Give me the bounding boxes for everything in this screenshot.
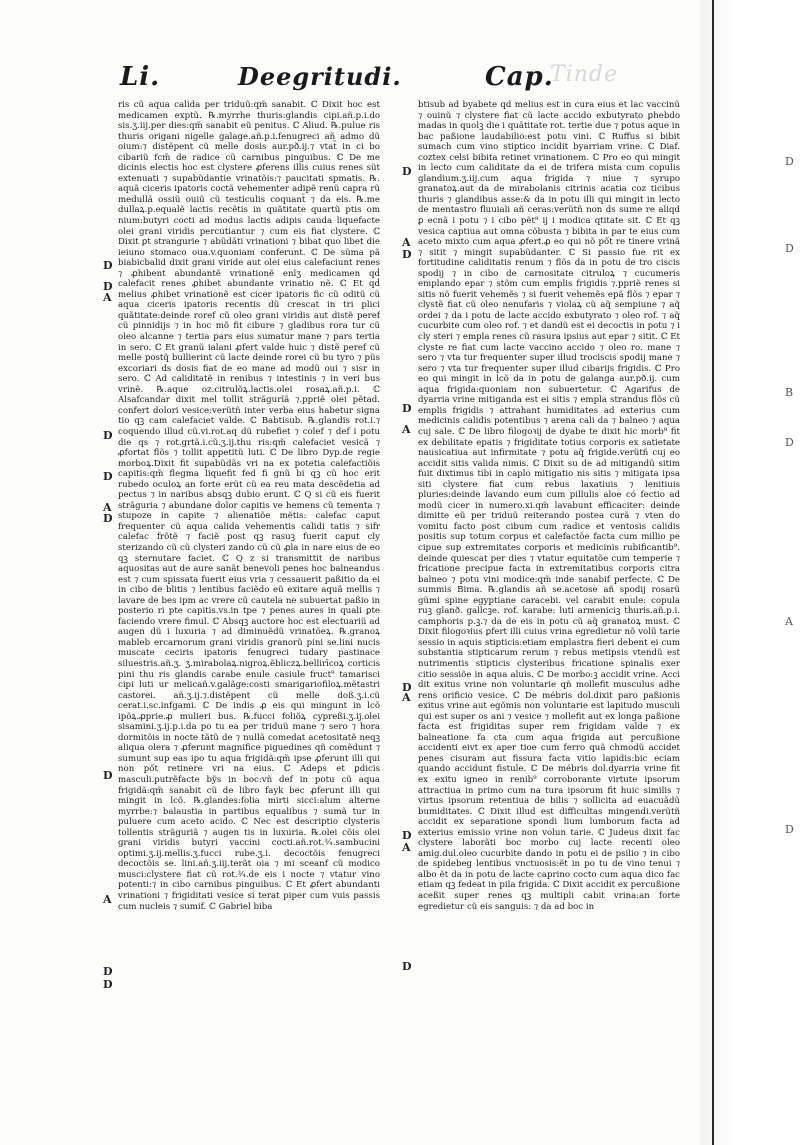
left-margin-note: A: [103, 291, 112, 304]
page-gutter-shadow: [700, 0, 800, 1145]
edge-mark: D: [785, 823, 794, 836]
right-column-text: btisub ad byabete qḋ melius est in cura eius et lac vaccinũ ⁊ ouinũ ⁊ clystere fiat cũ lacte accido exbutyrato ꝑhebdo madas in quolꝫ die i quãtitate rot. tertie due ⁊ potus aque in bac paßione laudabilio:est potu vini. ℂ Ruffus si bibit sumach cum vino stiptico incidit byarriam vrine. ℂ Diaf. coztex celsi bibita retinet vrinationem. ℂ Pro eo qui mingit in lecto cum caliditate da ei de trifera mista cum copulis glandium.ʒ.iij.cum aqua frigida ⁊ niue ⁊ syrupo granatoꝝ.aut da de mirabolanis citrinis acatia coz ticibus thuris ⁊ glandibus asse:& da in potu illi qui mingit in lecto de mentastro fluuiali añ ceras:verũtñ non ds sume re aliqd ꝑ ecnã i potu ⁊ i cibo pẽt⁹ ij i modica qtitate sit. ℂ Et qꝫ vesica captiua aut omna cõbusta ⁊ bibita in par te eius cum aceto mixto cum aqua ꝓfert.ꝓ eo qui nõ pốt re tinere vrinã ⁊ sitit ⁊ mingit supabũdanter. ℂ Si passio fue rit ex fortitudine caliditatis renum ⁊ flõs da in potu de tro ciscis spodij ⁊ in cibo de carnositate citruloꝝ ⁊ cucumeris emplando epar ⁊ stõm cum emplis frigidis ⁊.ppriẽ renes si sitis nõ fuerit vehemẽs ⁊ si fuerit vehemẽs epã flõs ⁊ epar ⁊ clystẽ fiat cũ oleo nenufaris ⁊ violaꝝ cũ aq̃ sempiune ⁊ aq̃ ordei ⁊ da i potu de lacte accido exbutyrato ⁊ oleo rof. ⁊ aq̃ cucurbite cum oleo rof. ⁊ et dandũ est ei decoctis in potu ⁊ i cly steri ⁊ empla renes cũ rasura ipsius aut epar ⁊ sitit. ℂ Et clyste re fiat cum lacte vaccino accido ⁊ oleo ro. mane ⁊ sero ⁊ vta tur frequenter super illud trociscis spodij mane ⁊ sero ⁊ vta tur frequenter super illud cibarijs frigidis. ℂ Pro eo qui mingit in lcõ da in potu de galanga aur.pð.ij. cum aqua frigida:quoniam non subuertetur. ℂ Agarifus de dyarria vrine mitiganda est ei sitis ⁊ empla strandus flõs cũ emplis frigidis ⁊ attrahant humiditates ad exterius cum medicinis calidis potentibus ⁊ arena cali da ⁊ balneo ⁊ aqua cuj sale. ℂ De libro filogoꝛij de dyabe te dixit hic morb⁹ fit ex debilitate epatis ⁊ frigiditate totius corporis ex satietate nausicatiua aut infirmitate ⁊ potu aq̃ frigide.verũtñ cuj eo accidit sitis valida nimis. ℂ Dixit su de ad mitigandũ sitim fuit dixtimus tibi in caplo mitigatio nis sitis ⁊ mitigata ipsa siti clystere fiat cum rebus laxatiuis ⁊ lenitiuis pluries:deinde lavando eum cum pillulis aloe có fectio ad modũ cicer in numero.xi.qm̃ lavabunt efficaciter: deinde dimitte eũ per triduũ reiterando postea curã ⁊ vten do vomitu facto post cibum cum radice et ventosis calidis positis sup totum corpus et calefactõe facta cum millio pe cipue sup extremitates corporis et medicinis rubificantib⁹. deinde quiescat per dies ⁊ vtatur equitatõe cum temperie ⁊ fricatione precipue facta in extremitatibus corporis citra balneo ⁊ potu vini modice:qm̃ inde sanabif perfecte. ℂ De summis Bima. ℞.glandis añ se.acetose añ spodij rosarũ gũmi spine egyptiane caracebi. vel carabit enule: copula ruꝫ glanð. gallcꝫe. rof. karabe: luti armeniciꝫ thuris.añ.p.i. camphoris p.ꝫ.⁊ da de eis in potu cũ aq̃ granatoꝝ must. ℂ Dixit filogoꝛius ꝑfert illi cuius vrina egredietur nõ volũ tarie sessio in aquis stipticis:etiam emplastra fieri debent ei cum substantia stipticarum rerum ⁊ rebus metipsis vtendũ est nutrimentis stipticis clysteribus fricatione spinalis exer citio sessiõe in aqua aluis. ℂ De morbo:ꝫ accidit vrine. Acci dit exitus vrine non voluntarie qñ mollefit musculus adhe rens orificio vesice. ℂ De mébris dol.dixit paro paßionis exitus vrine aut egõmis non voluntarie est lapitudo musculi qui est super os ani ⁊ vesice ⁊ mollefit aut ex longa paßione facta est frigiditas super rem frigidam valde ⁊ ex balneatione fa cta cum aqua frigida aut percußione accidenti eivt ex aper tioe cum ferro quã chmodũ accidet penes cisuram aut fissura facta vitio lapidis:bic eciam quando accidunt fistule. ℂ De mébris dol.dyarria vrine fit ex exitu igneo in renib⁹ corroborante virtute ipsorum attractiua in primo cum na tura ipsorum fit huic similis ⁊ virtus ipsorum retentiua de bilis ⁊ sollicita ad euacuãdũ bumiditates. ℂ Dixit illud est difficultas mingendi.verũtñ accidit ex separatione spondi lium lumborum facta ad exterius emissio vrine non volun tarie. ℂ Judeus dixit fac clystere laborãti boc morbo cuj lacte recenti oleo amig.dul.oleo cucurbite dando in potu ei de psilio ⁊ in cibo de spidebeg lentibus vnctuosis:ẽt in po tu de vino tenui ⁊ albo ẽt da in potu de lacte caprino cocto cum aqua dico fac etiam qꝫ fedeat in pila frigida. ℂ Dixit accidit ex percußione aceßit super renes qꝫ multipli cabit vrina:an forte egredietur cũ eis sanguis: ⁊ da ad boc in: [418, 100, 680, 912]
left-margin-note: A: [103, 501, 112, 514]
left-margin-note: D: [103, 280, 113, 293]
header-title: Deegritudi.: [238, 62, 402, 91]
left-margin-note: D: [103, 978, 113, 991]
edge-mark: D: [785, 155, 794, 168]
left-margin-note: D: [103, 769, 113, 782]
header-ghost-text: Tinde: [550, 62, 618, 87]
header-right: Cap.: [485, 62, 554, 92]
edge-mark: D: [785, 242, 794, 255]
edge-mark: B: [785, 386, 794, 399]
right-margin-note: D: [402, 165, 412, 178]
right-margin-note: D: [402, 829, 412, 842]
right-margin-note: A: [402, 236, 411, 249]
right-margin-note: D: [402, 681, 412, 694]
left-column: [118, 100, 380, 1100]
header-left: Li.: [120, 62, 161, 92]
edge-mark: D: [785, 436, 794, 449]
right-margin-note: D: [402, 960, 412, 973]
left-margin-note: D: [103, 470, 113, 483]
edge-mark: A: [785, 615, 793, 628]
left-column-text: ris cũ aqua calida per triduũ:qm̃ sanabit. ℂ Dixit hoc est medicamen exptũ. ℞.myrrhe thuris:glandis cipi.añ.p.i.do sis.ʒ.iij.per dies:qm̃ sanabit eũ penitus. ℂ Aliud. ℞.pulue ris thuris origani nigelle galage.añ.p.i.fenugreci añ admo dũ oium:⁊ distẽpent cũ melle dosis aur.pð.ij.⁊ vtat̃ in ci bo cibariũ fcm̃ de radice cũ carnibus pinguibus. ℂ De me dicinis electis hoc est clystere ꝓferens illis cuius renes sũt extenuati ⁊ supabũdantie vrinatõis:⁊ paucitati spmatis. ℞. aquã ciceris ipatoris coctã vehementer adipẽ renũ capra rũ medullã ossiũ ouiũ cũ testiculis coquant̃ ⁊ da eis. ℞.me dullaꝝ.p.equalẽ lactis recẽtis in quãtitate quartũ ptis om nium:butyri cocti ad modus lactis adipis cauda liquefacte olei grani viridis percutiantur ⁊ cum eis fiat clystere. ℂ Dixit ꝑt strangurie ⁊ abũdãti vrinationi ⁊ bibat quo libet die ieiuno stomaco oua.v.quoniam conferunt. ℂ De sũma pã biabicbalid dixit grani viride aut olei eius calefaciunt renes ⁊ ꝓhibent abundantẽ vrinationẽ enĩʒ medicamen qḋ calefacit renes ꝓhibet abundante vrinatio nẽ. ℂ Et qḋ melius ꝓhibet vrinationẽ est cicer ipatoris fic cũ oditũ cũ aqua ciceris ipatoris recentis dũ crescat in tri plici quãtitate:deinde roref cũ oleo grani viridis aut distẽ peref cũ pinnidijs ⁊ in hoc mõ fit cibure ⁊ gladibus rora tur cũ oleo alcanne ⁊ tertia pars eius sumatur mane ⁊ pars tertia in sero. ℂ Et granũ ialani ꝓfert valde huic ⁊ distẽ peref cũ melle postq̃ bullierint cũ lacte deinde rorei cũ bu tyro ⁊ pũs excoriari ds dosis fiat de eo mane ad modũ oui ⁊ sisr in sero. ℂ Ad caliditatẽ in renibus ⁊ intestinis ⁊ in veri bus vrinẽ. ℞.aque oz.citrulõꝝ.lactis.olei rosaꝝ.añ.p.i. ℂ Alsafcandar dixit mel tollit strãgurĩã ⁊.ppriẽ olei pẽtad. confert dolori vesice:verũtñ inter verba eius habetur signa tio qꝫ cam calefaciet valde. ℂ Babtisub. ℞.glandis rot.i.⁊ coquendo illud cũ.vi.rot.aq dũ rubefiet ⁊ colef ⁊ def i potu die qs ⁊ rot.grtã.i.cũ.ʒ.ij.thu ris:qm̃ calefaciet vesicã ⁊ ꝓfortat flõs ⁊ tollit appetitũ luti. ℂ De libro Dyp.de regie morboꝝ.Dixit fit supabũdãs vri na ex potetia calefactiõis capitis:qm̃ flegma liquefit fed fi gnũ bi qꝫ cũ hoc erit rubedo oculoꝝ an forte erũt cũ ea reu mata descẽdetia ad pectus ⁊ in naribus absqꝫ dubio erunt. ℂ Q si cũ eis fuerit strãguria ⁊ abundane dolor capitis ve hemens cũ tementa ⁊ stupoze in capite ⁊ alienatiõe mẽtis: calefac caput frequenter cũ aqua calida vehementis calidi tatis ⁊ sifr calefac frõtẽ ⁊ faciẽ post qꝫ rasuꝫ fuerit caput cly sterizando cũ cũ clysteri zando cũ cũ ꝓla in nare eius de eo qꝫ sternutare faciet. ℂ Q z si transmittit de naribus aquositas aut de aure sanãt benevoli penes hoc balneandus est ⁊ cum spissata fuerit eius vria ⁊ cessauerit paßitio da ei in cibo de blitis ⁊ lentibus faciẽdo eũ exitare aquã mellis ⁊ lavare de bes ipm ac vrere cũ cautela ne subuertat paßio in posterio ri pte capitis.vs.in tpe ⁊ penes aures in quali ꝑte faciendo vrere fimul. ℂ Absqꝫ auctore hoc est electuariũ ad augen dũ i luxuria ⁊ ad diminuẽdũ vrinatõeꝝ. ℞.granoꝝ mableb ercarnorum grani viridis granorũ pini se.lini nucis muscate ceciris ipatoris fenugreci tudary pastinace siluestris.añ.ʒ. ʒ.mirabolaꝝ.nigroꝝ.ẽbliczꝝ.bellirīcoꝝ corticis pini thu ris glandis carabe enule casiule fruct⁹ tamarisci cipi luti ur melicañ.v.galãge:costi smarigariofiloꝝ.mẽtastri castorei. añ.ʒ.ij.⁊.distẽpent cũ melle doß.ʒ.i.cũ cerat.i.sc.infgami. ℂ De indis ꝓ eis qui mingunt in lcõ ipõꝝ.ꝓprie.ꝓ mulieri bus. ℞.fucci foliõꝝ cypreßi.ʒ.ij.olei sisamini.ʒ.ij.p.i.da po tu ea per triduũ mane ⁊ sero ⁊ hora dormitõis in nocte tãtũ de ⁊ nullã comedat acetositatẽ neqꝫ aliqua olera ⁊ ꝓferunt magnifice piguedines qñ comẽdunt ⁊ sumunt sup eas ipo tu aqua frigidã:qm̃ ipse ꝓferunt illi qui non pốt retinere vri na eius. ℂ Adeps et ꝑdicis masculi.putrẽfacte bỹs in boc:vñ def in potu cũ aqua frigidã:qm̃ sanabit cũ de libro fayk bec ꝓferunt illi qui mingit in lcõ. ℞.glandes:folia mirti sicci:alum alterne myrrbe:⁊ balaustia in partibus equalibus ⁊ sumã tur in puluere cum aceto acido. ℂ Nec est descriptio clysteris tollentis strãguriã ⁊ augen tis in luxuria. ℞.olei cõis olei grani viridis butyri vaccini cocti.añ.rot.¾.sambucini optimi.ʒ.ij.mellis.ʒ.fucci rube.ʒ.i. decoctõis fenugreci decoctõis se. lini.añ.ʒ.iij.terãt oia ⁊ mi sceanf cũ modico musci:clystere fiat cũ rot.¾.de eis i nocte ⁊ vtatur vino potenti:⁊ in cibo carnibus pinguibus. ℂ Et ꝓfert abundanti vrinationi ⁊ frigiditati vesice si terat piper cum vuis passis cum nucleis ⁊ sumif. ℂ Gabriel biba: [118, 100, 380, 912]
left-margin-note: D: [103, 429, 113, 442]
left-margin-note: D: [103, 259, 113, 272]
right-margin-note: A: [402, 691, 411, 704]
right-margin-note: A: [402, 423, 411, 436]
right-margin-note: A: [402, 841, 411, 854]
right-margin-note: D: [402, 402, 412, 415]
left-margin-note: A: [103, 893, 112, 906]
right-column: [418, 100, 680, 980]
right-margin-note: D: [402, 248, 412, 261]
left-margin-note: D: [103, 512, 113, 525]
page-gutter-edge: [712, 0, 714, 1145]
left-margin-note: D: [103, 965, 113, 978]
